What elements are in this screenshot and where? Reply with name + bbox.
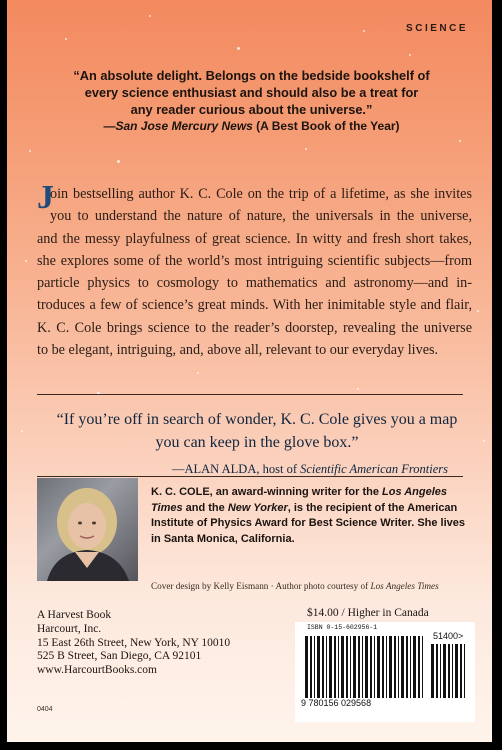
barcode-bar xyxy=(362,636,363,698)
barcode-bar xyxy=(329,636,332,698)
source-dash: — xyxy=(103,119,116,133)
barcode-bar xyxy=(314,636,315,698)
barcode-bar xyxy=(322,636,324,698)
book-description xyxy=(37,179,472,361)
barcode-bar xyxy=(338,636,339,698)
description-line: oin bestselling author K. C. Cole on the trip of a lifetime, as she invites xyxy=(50,186,472,202)
bottom-praise-quote xyxy=(47,409,467,454)
top-praise-quote xyxy=(29,67,474,118)
description-line: particle physics to cosmology to mathematics and astronomy—and in- xyxy=(37,275,472,292)
barcode-bar xyxy=(448,644,450,698)
publisher-info xyxy=(37,609,230,678)
quote-line: “If you’re off in search of wonder, K. C. Cole gives you a map xyxy=(56,411,458,428)
drop-cap: J xyxy=(37,179,54,216)
barcode-bar xyxy=(443,644,446,698)
publisher-line: Harcourt, Inc. xyxy=(37,622,102,635)
barcode-bar xyxy=(326,636,327,698)
description-line: to be elegant, intriguing, and, above all, relevant to our everyday lives. xyxy=(37,342,439,359)
barcode-bar xyxy=(365,636,368,698)
credits-text: Cover design by Kelly Eismann · Author photo courtesy of xyxy=(151,581,371,591)
barcode-bar xyxy=(422,636,423,698)
publication-name: New Yorker xyxy=(227,501,288,514)
barcode-bar xyxy=(398,636,399,698)
description-line: she explores some of the world’s most intriguing scientific subjects—from xyxy=(37,252,472,269)
divider xyxy=(37,394,463,395)
barcode-bar xyxy=(389,636,392,698)
barcode-bar xyxy=(418,636,420,698)
barcode-bar xyxy=(346,636,348,698)
barcode-bar xyxy=(455,644,458,698)
barcode-bar xyxy=(460,644,462,698)
barcode-bar xyxy=(353,636,356,698)
description-line: K. C. Cole brings science to the reader’s doorstep, revealing the universe xyxy=(37,319,472,336)
barcode-bar xyxy=(341,636,344,698)
barcode-bar xyxy=(464,644,465,698)
source-note: (A Best Book of the Year) xyxy=(252,119,400,133)
barcode-bar xyxy=(370,636,372,698)
barcode-bar xyxy=(350,636,351,698)
barcode-bar xyxy=(377,636,380,698)
barcode-bar xyxy=(452,644,453,698)
publisher-line: A Harvest Book xyxy=(37,609,112,621)
quote-line: every science enthusiast and should also be a treat for xyxy=(84,85,419,100)
print-code: 0404 xyxy=(37,706,53,713)
bio-text: , is the recipient of the American Institute of Physics Award for Best Science Writer. She lives in Santa Monica, California. xyxy=(151,501,466,545)
bottom-praise-source xyxy=(172,462,448,477)
cover-credits xyxy=(151,581,481,591)
category-label: SCIENCE xyxy=(406,23,468,34)
price-barcode xyxy=(431,644,467,698)
book-back-cover xyxy=(7,0,492,742)
barcode-bar xyxy=(406,636,408,698)
author-bio xyxy=(151,485,471,547)
top-praise-source xyxy=(29,119,474,133)
publisher-line: 525 B Street, San Diego, CA 92101 xyxy=(37,650,202,663)
publication-name: Los Angeles Times xyxy=(151,486,448,514)
publisher-line: 15 East 26th Street, New York, NY 10010 xyxy=(37,636,231,649)
credits-source: Los Angeles Times xyxy=(370,581,439,591)
source-show: Scientific American Frontiers xyxy=(300,462,448,476)
bio-text: , an award-winning writer for the xyxy=(209,486,383,498)
barcode-bar xyxy=(317,636,320,698)
ean-digits: 9 780156 029568 xyxy=(301,698,372,708)
barcode-bar xyxy=(386,636,387,698)
barcode-bar xyxy=(431,644,434,698)
barcode-bar xyxy=(436,644,438,698)
source-role: , host of xyxy=(256,462,301,476)
quote-line: “An absolute delight. Belongs on the bedside bookshelf of xyxy=(73,68,430,83)
description-line: and the messy playfulness of great science. In witty and fresh short takes, xyxy=(37,230,472,247)
description-line: troduces a few of science’s great minds. With her inimitable style and flair, xyxy=(37,297,472,314)
barcode-bar xyxy=(410,636,411,698)
barcode-bar xyxy=(310,636,312,698)
divider xyxy=(37,476,463,477)
barcode-bar xyxy=(440,644,441,698)
price-label: $14.00 / Higher in Canada xyxy=(307,607,429,619)
price-code: 51400> xyxy=(433,631,464,641)
ean-barcode xyxy=(305,636,425,698)
barcode-bar xyxy=(394,636,396,698)
bio-text: and the xyxy=(182,501,228,514)
description-line: you to understand the nature of nature, the universals in the universe, xyxy=(50,208,472,225)
barcode-bar xyxy=(374,636,375,698)
author-name: K. C. COLE xyxy=(151,486,210,498)
source-name: —ALAN ALDA xyxy=(171,462,257,476)
author-photo xyxy=(37,478,138,581)
barcode-bar xyxy=(401,636,404,698)
isbn-text: ISBN 0-15-602956-1 xyxy=(307,624,378,631)
barcode-bar xyxy=(382,636,384,698)
barcode-bar xyxy=(305,636,308,698)
quote-line: you can keep in the glove box.” xyxy=(155,433,359,451)
source-name: San Jose Mercury News xyxy=(115,119,253,133)
publisher-line: www.HarcourtBooks.com xyxy=(37,664,157,677)
barcode-bar xyxy=(334,636,336,698)
barcode-bar xyxy=(413,636,416,698)
quote-line: any reader curious about the universe.” xyxy=(130,102,373,117)
barcode-bar xyxy=(358,636,360,698)
